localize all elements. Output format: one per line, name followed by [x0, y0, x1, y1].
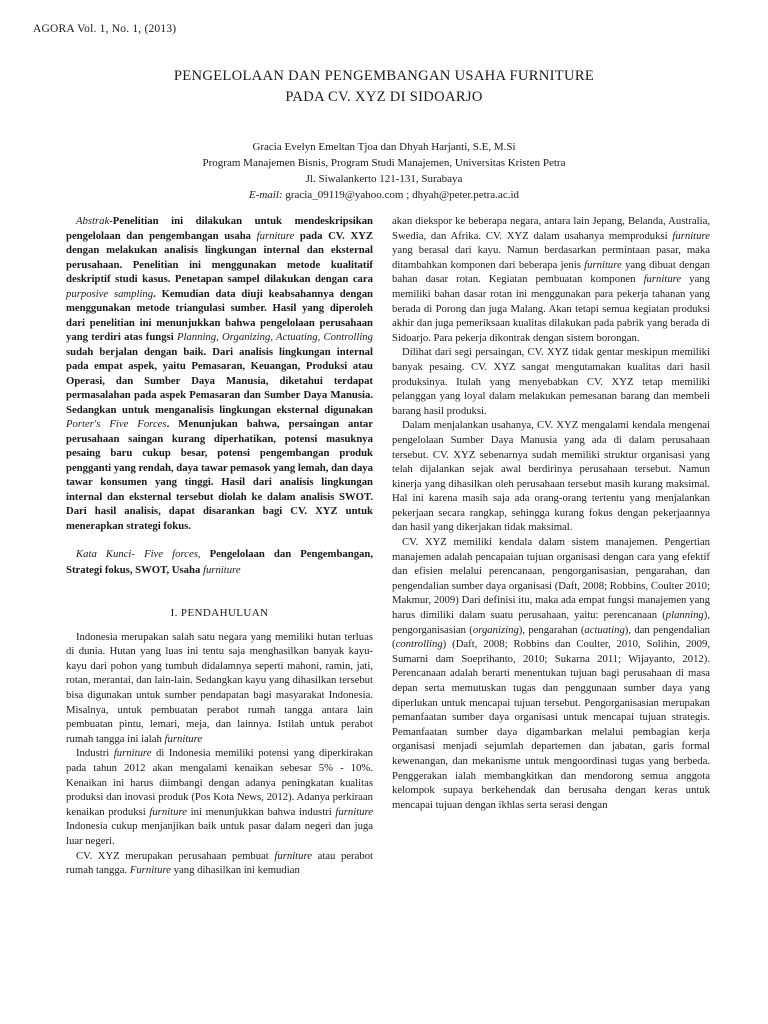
- authors: Gracia Evelyn Emeltan Tjoa dan Dhyah Harjanti, S.E, M.Si: [252, 141, 516, 153]
- email-label: E-mail:: [248, 189, 283, 201]
- keywords-label: Kata Kunci-: [76, 548, 135, 560]
- address: Jl. Siwalankerto 121-131, Surabaya: [305, 173, 463, 185]
- keyword-furniture: furniture: [202, 564, 241, 576]
- left-column: [66, 214, 373, 878]
- abstract-label: Abstrak: [76, 215, 110, 227]
- title-line-1: PENGELOLAAN DAN PENGEMBANGAN USAHA FURNITURE: [173, 68, 595, 84]
- title-line-2: PADA CV. XYZ DI SIDOARJO: [285, 89, 483, 105]
- paragraph: CV. XYZ memiliki kendala dalam sistem manajemen. Pengertian manajemen adalah pencapaian tujuan organisasi dengan cara yang efektif dan efisien melalui perencanaan, pengorganisasian, pengarahan, dan pengendalian sumber daya organisasi (Daft, 2008; Robbins, Coulter 2010; Makmur, 2009) Dari definisi itu, maka ada empat fungsi manajemen yang harus dimiliki dalam suatu perusahaan, yaitu: perencanaan (planning), pengorganisasian (organizing), pengarahan (actuating), dan pengendalian (controlling) (Daft, 2008; Robbins dan Coulter, 2010, Solihin, 2009, Sumarni dam Soeprihanto, 2010; Sukarna 2011; Wijayanto, 2012). Perencanaan adalah berarti menentukan tujuan bagi perusahaan di masa depan serta memutuskan tugas dan penggunaan sumber daya yang diperlukan untuk mencapai tujuan tersebut. Pengorganisasian merupakan pemanfaatan sumber daya organisasi untuk mencapai tujuan strategis. Pemanfaatan sumber daya digambarkan melalui pembagian kerja organisasi menjadi sejumlah departemen dan jabatan, garis formal kewenangan, dan mekanisme untuk mengoordinasi tugas yang berbeda. Penggerakan ialah membangkitkan dan mendorong semua anggota kelompok supaya berkehendak dan berusaha dengan keras untuk mencapai tujuan dengan ikhlas serta serasi dengan: [392, 536, 711, 811]
- abstract-term-functions: Planning, Organizing, Actuating, Controlling: [176, 331, 373, 343]
- keywords: [66, 546, 373, 578]
- section-heading: I. PENDAHULUAN: [170, 607, 269, 619]
- paragraph: akan diekspor ke beberapa negara, antara lain Jepang, Belanda, Australia, Swedia, dan Afrika. CV. XYZ dalam usahanya memproduksi furniture yang berasal dari kayu. Namun berdasarkan permintaan pasar, maka ditambahkan komponen dari beberapa jenis furniture yang dibuat dengan bahan dasar rotan. Kegiatan pembuatan komponen furniture yang memiliki bahan dasar rotan ini menggunakan para pekerja tahanan yang berada di Porong dan juga Malang. Akan tetapi semua kegiatan produksi akhir dan juga pemeriksaan kualitas dilakukan pada pabrik yang berada di Sidoarjo. Para pekerja dikontrak dengan sistem borongan.: [392, 215, 710, 344]
- email-link-2[interactable]: dhyah@peter.petra.ac.id: [412, 189, 520, 201]
- abstract-text-5: . Menunjukan bahwa, persaingan antar perusahaan saingan kurang diperhatikan, potensi masuknya pesaing baru cukup besar, potensi pengembangan produk pengganti yang rendah, daya tawar pemasok yang lemah, dan daya tawar konsumen yang tinggi. Hasil dari analisis lingkungan internal dan eksternal tersebut diolah ke dalam analisis SWOT. Dari hasil analisis, dapat disarankan bagi CV. XYZ untuk menerapkan strategi fokus.: [66, 418, 373, 532]
- institution: Program Manajemen Bisnis, Program Studi Manajemen, Universitas Kristen Petra: [202, 157, 566, 169]
- paragraph: Indonesia merupakan salah satu negara yang memiliki hutan terluas di dunia. Hutan yang luas ini tentu saja menghasilkan banyak kayu-kayu dari pohon yang tumbuh didalamnya seperti mahoni, ramin, jati, rotan, merantai, dan lain-lain. Sedangkan kayu yang dihasilkan tersebut bisa digunakan untuk sumber pendapatan bagi masyarakat Indonesia. Misalnya, untuk pembuatan perabot rumah tangga antara lain pembuatan pintu, lemari, meja, dan lainnya. Istilah untuk perabot rumah tangga ini ialah furniture: [66, 630, 373, 745]
- intro-body: [66, 630, 373, 878]
- paragraph: Dalam menjalankan usahanya, CV. XYZ mengalami kendala mengenai pengelolaan Sumber Daya Manusia yang ada di dalam perusahaan tersebut. CV. XYZ sebenarnya sudah memiliki struktur organisasi yang telah dijalankan sejak awal berdirinya perusahaan tersebut. Namun kinerja yang dihasilkan oleh perusahaan tersebut masih kurang maksimal. Hal ini karena masih saja ada orang-orang tertentu yang menjalankan pekerjaan secara rangkap, sehingga kurang fokus dengan pekerjaannya dan hasil yang dikerjakan tidak maksimal.: [392, 419, 710, 534]
- email-separator: ;: [406, 189, 410, 201]
- paragraph: Industri furniture di Indonesia memiliki potensi yang diperkirakan pada tahun 2012 akan mengalami kenaikan sebesar 5% - 10%. Kenaikan ini harus diimbangi dengan adanya peningkatan kualitas produksi dan inovasi produk (Pos Kota News, 2012). Adanya perkiraan kenaikan produksi furniture ini menunjukkan bahwa industri furniture Indonesia cukup menjanjikan baik untuk pasar dalam negeri dan juga luar negeri.: [66, 747, 374, 847]
- abstract-text-4: sudah berjalan dengan baik. Dari analisis lingkungan internal pada empat aspek, yaitu Pemasaran, Keuangan, Produksi atau Operasi, dan Sumber Daya Manusia, diketahui terdapat permasalahan pada aspek Pemasaran dan Sumber Daya Manusia. Sedangkan untuk menganalisis lingkungan eksternal digunakan: [66, 345, 373, 416]
- paragraph: Dilihat dari segi persaingan, CV. XYZ tidak gentar meskipun memiliki banyak pesaing. CV. XYZ sangat mengutamakan kualitas dari hasil produksinya. Itulah yang menyebabkan CV. XYZ tetap memiliki pelanggan yang loyal dalam melakukan pemesanan barang dan membeli barang hasil produksi.: [392, 346, 710, 417]
- journal-header: AGORA Vol. 1, No. 1, (2013): [33, 23, 177, 35]
- abstract-term-porter: Porter's Five Forces: [66, 418, 167, 430]
- keywords-text: Pengelolaan dan Pengembangan, Strategi fokus, SWOT, Usaha: [66, 548, 373, 576]
- email-link-1[interactable]: gracia_09119@yahoo.com: [285, 189, 404, 201]
- email-line: [0, 187, 768, 203]
- paragraph: CV. XYZ merupakan perusahaan pembuat furniture atau perabot rumah tangga. Furniture yang dihasilkan ini kemudian: [66, 849, 374, 877]
- abstract-term-furniture: furniture: [256, 229, 295, 242]
- right-column: [392, 214, 710, 812]
- abstract-term-purposive: purposive sampling: [66, 287, 154, 300]
- abstract-text-1: -Penelitian ini dilakukan untuk mendeskripsikan pengelolaan dan pengembangan usaha: [66, 215, 373, 242]
- abstract-text-2: pada CV. XYZ dengan melakukan analisis lingkungan internal dan eksternal perusahaan. Penelitian ini menggunakan metode kualitatif deskriptif studi kasus. Penetapan sampel dilakukan dengan cara: [66, 229, 374, 285]
- abstract-text-3: . Kemudian data diuji keabsahannya dengan menggunakan metode triangulasi sumber. Hasil yang diperoleh dari penelitian ini menunjukkan bahwa pengelolaan perusahaan yang terdiri atas fungsi: [66, 287, 373, 343]
- keyword-five-forces: Five forces,: [144, 548, 201, 560]
- author-block: [0, 139, 768, 203]
- abstract: [66, 214, 373, 533]
- paper-title: [0, 66, 768, 108]
